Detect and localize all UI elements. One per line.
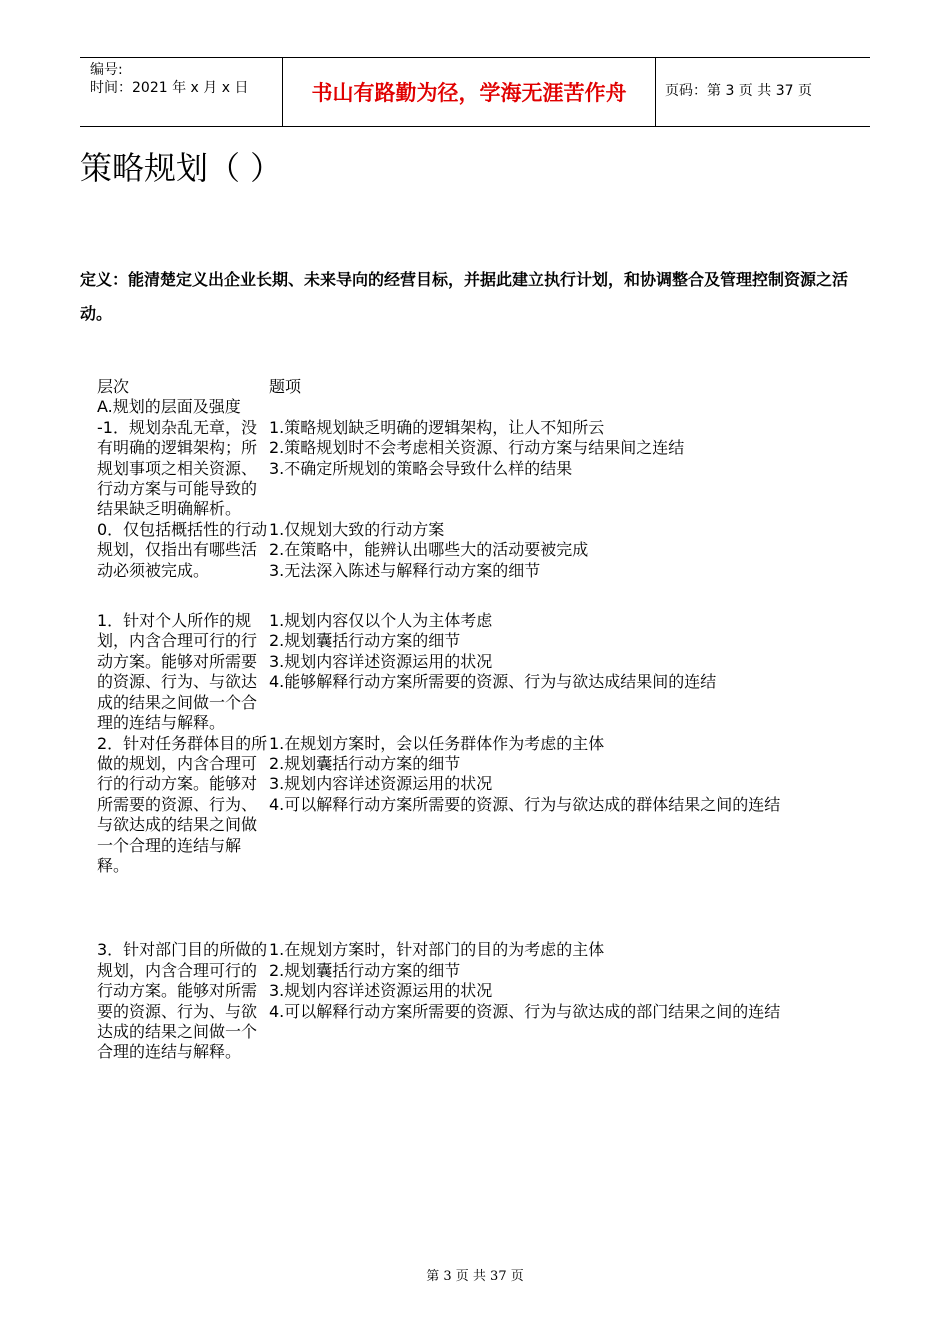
list-item xyxy=(269,520,817,540)
table-row xyxy=(97,418,817,520)
list-item xyxy=(269,940,817,960)
list-item xyxy=(269,561,817,581)
item-text: 规划内容详述资源运用的状况 xyxy=(284,774,493,794)
header-meta-cell xyxy=(80,58,282,126)
list-item xyxy=(269,774,817,794)
header-motto: 书山有路勤为径，学海无涯苦作舟 xyxy=(311,80,627,105)
header-page-info: 页码：第 3 页 共 37 页 xyxy=(665,83,812,99)
item-list xyxy=(269,520,817,581)
item-list xyxy=(269,940,817,1062)
item-number: 1. xyxy=(269,940,285,960)
item-number: 1. xyxy=(269,611,285,631)
table-row xyxy=(97,940,817,1062)
item-list xyxy=(269,611,817,733)
item-number: 2. xyxy=(269,540,285,560)
item-text: 在策略中，能辨认出哪些大的活动要被完成 xyxy=(284,540,589,560)
item-number: 4. xyxy=(269,1001,285,1021)
table-row xyxy=(97,734,817,877)
col-header-items: 题项 xyxy=(269,377,302,396)
item-number: 3. xyxy=(269,774,285,794)
section-title-row xyxy=(97,397,817,417)
item-text: 规划囊括行动方案的细节 xyxy=(284,960,461,980)
list-item xyxy=(269,459,817,479)
item-number: 1. xyxy=(269,733,285,753)
list-item xyxy=(269,734,817,754)
item-number: 3. xyxy=(269,981,285,1001)
list-item xyxy=(269,1002,817,1022)
item-number: 3. xyxy=(269,560,285,580)
list-item xyxy=(269,611,817,631)
item-number: 3. xyxy=(269,458,285,478)
list-item xyxy=(269,418,817,438)
level-description: -1．规划杂乱无章，没有明确的逻辑架构；所规划事项之相关资源、行动方案与可能导致的结果缺乏明确解析。 xyxy=(97,417,258,519)
item-number: 4. xyxy=(269,672,285,692)
table-row xyxy=(97,520,817,581)
header-page-cell xyxy=(655,58,870,126)
item-text: 策略规划时不会考虑相关资源、行动方案与结果间之连结 xyxy=(284,438,685,458)
item-text: 不确定所规划的策略会导致什么样的结果 xyxy=(284,458,573,478)
list-item xyxy=(269,795,817,815)
page-title: 策略规划（ ） xyxy=(80,149,283,187)
list-item xyxy=(269,961,817,981)
page-footer: 第 3 页 共 37 页 xyxy=(426,1269,524,1284)
item-text: 能够解释行动方案所需要的资源、行为与欲达成结果间的连结 xyxy=(284,672,717,692)
level-description: 1．针对个人所作的规划，内含合理可行的行动方案。能够对所需要的资源、行为、与欲达成的结果之间做一个合理的连结与解释。 xyxy=(97,611,258,733)
list-item xyxy=(269,438,817,458)
section-title: A.规划的层面及强度 xyxy=(97,397,241,417)
item-text: 规划囊括行动方案的细节 xyxy=(284,753,461,773)
list-item xyxy=(269,631,817,651)
table-header-row xyxy=(97,377,817,397)
item-list xyxy=(269,418,817,520)
table-body xyxy=(97,418,817,1063)
item-text: 可以解释行动方案所需要的资源、行为与欲达成的部门结果之间的连结 xyxy=(284,1001,781,1021)
item-text: 可以解释行动方案所需要的资源、行为与欲达成的群体结果之间的连结 xyxy=(284,794,781,814)
item-text: 规划内容仅以个人为主体考虑 xyxy=(284,611,493,631)
col-header-level: 层次 xyxy=(97,377,130,396)
item-number: 2. xyxy=(269,631,285,651)
document-number-label: 编号: xyxy=(90,62,123,78)
item-number: 2. xyxy=(269,960,285,980)
list-item xyxy=(269,540,817,560)
item-list xyxy=(269,734,817,877)
level-description: 3．针对部门目的所做的规划，内含合理可行的行动方案。能够对所需要的资源、行为、与欲达成的结果之间做一个合理的连结与解释。 xyxy=(97,940,268,1062)
item-number: 2. xyxy=(269,438,285,458)
item-number: 1. xyxy=(269,417,285,437)
header-motto-cell xyxy=(282,58,656,126)
item-text: 规划内容详述资源运用的状况 xyxy=(284,981,493,1001)
list-item xyxy=(269,652,817,672)
competency-table xyxy=(97,377,817,1063)
list-item xyxy=(269,672,817,692)
item-text: 无法深入陈述与解释行动方案的细节 xyxy=(284,560,541,580)
item-text: 策略规划缺乏明确的逻辑架构，让人不知所云 xyxy=(284,417,605,437)
list-item xyxy=(269,754,817,774)
item-text: 规划囊括行动方案的细节 xyxy=(284,631,461,651)
document-date-label: 时间：2021 年 x 月 x 日 xyxy=(90,80,249,96)
item-number: 4. xyxy=(269,794,285,814)
level-description: 2．针对任务群体目的所做的规划，内含合理可行的行动方案。能够对所需要的资源、行为、与欲达成的结果之间做一个合理的连结与解释。 xyxy=(97,733,268,875)
item-number: 2. xyxy=(269,753,285,773)
item-number: 3. xyxy=(269,651,285,671)
item-text: 仅规划大致的行动方案 xyxy=(284,519,445,539)
item-text: 规划内容详述资源运用的状况 xyxy=(284,651,493,671)
item-text: 在规划方案时，针对部门的目的为考虑的主体 xyxy=(284,940,605,960)
level-description: 0．仅包括概括性的行动规划，仅指出有哪些活动必须被完成。 xyxy=(97,519,268,580)
page-header xyxy=(80,57,870,127)
list-item xyxy=(269,981,817,1001)
item-number: 1. xyxy=(269,519,285,539)
item-text: 在规划方案时，会以任务群体作为考虑的主体 xyxy=(284,733,605,753)
table-row xyxy=(97,611,817,733)
definition-text: 定义：能清楚定义出企业长期、未来导向的经营目标，并据此建立执行计划，和协调整合及管理控制资源之活动。 xyxy=(80,270,849,323)
